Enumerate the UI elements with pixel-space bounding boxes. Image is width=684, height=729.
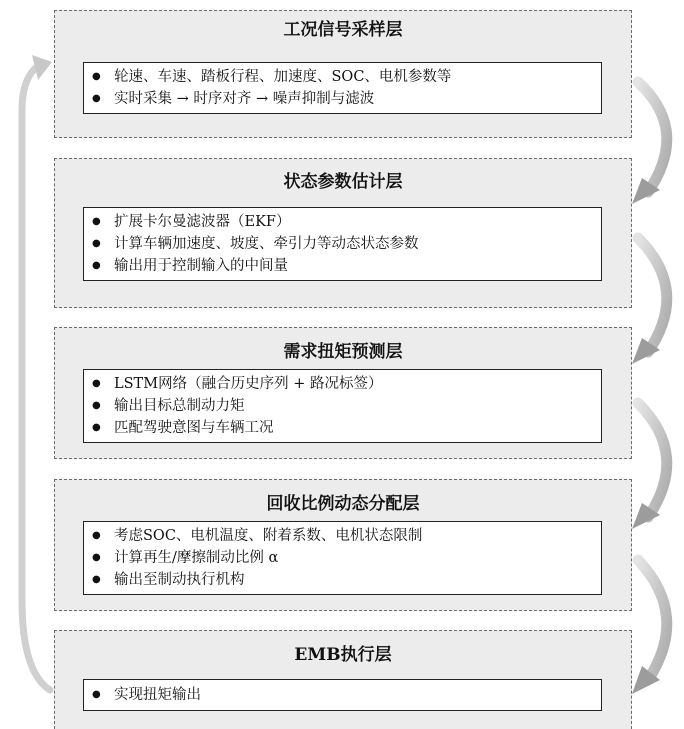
list-item-text: 扩展卡尔曼滤波器（EKF） [114, 214, 291, 230]
bullet-icon: ● [92, 422, 101, 433]
down-arrow-4 [632, 560, 667, 694]
bullet-icon: ● [92, 530, 101, 541]
bullet-icon: ● [92, 71, 101, 82]
feedback-arrow [22, 66, 50, 690]
list-item-text: 轮速、车速、踏板行程、加速度、SOC、电机参数等 [114, 69, 452, 85]
layer-title: 回收比例动态分配层 [266, 494, 420, 514]
list-item-text: LSTM网络（融合历史序列 + 路况标签） [114, 376, 383, 392]
list-item [84, 233, 601, 255]
layer-content-box [83, 521, 602, 595]
layer-recovery-allocation [54, 479, 632, 611]
layer-signal-sampling [54, 10, 632, 138]
list-item [84, 547, 601, 569]
bullet-icon: ● [92, 93, 101, 104]
list-item [84, 569, 601, 591]
layer-title: EMB执行层 [294, 645, 392, 665]
layer-content-box [83, 207, 602, 281]
layer-state-estimation [54, 158, 632, 308]
list-item-text: 实时采集 → 时序对齐 → 噪声抑制与滤波 [114, 91, 375, 107]
feedback-arrowhead [32, 55, 52, 80]
layer-content-box [83, 62, 602, 114]
down-arrow-3 [632, 403, 667, 529]
bullet-icon: ● [92, 216, 101, 227]
list-item-text: 计算再生/摩擦制动比例 α [114, 550, 279, 566]
bullet-icon: ● [92, 260, 101, 271]
list-item-text: 输出用于控制输入的中间量 [114, 258, 288, 274]
list-item [84, 525, 601, 547]
bullet-icon: ● [92, 552, 101, 563]
bullet-icon: ● [92, 400, 101, 411]
list-item-text: 实现扭矩输出 [114, 687, 201, 703]
list-item-text: 输出目标总制动力矩 [114, 398, 245, 414]
list-item [84, 373, 601, 395]
list-item-text: 输出至制动执行机构 [114, 572, 245, 588]
list-item [84, 88, 601, 110]
list-item [84, 684, 601, 706]
bullet-icon: ● [92, 238, 101, 249]
down-arrow-2 [632, 238, 667, 364]
list-item [84, 211, 601, 233]
list-item-text: 计算车辆加速度、坡度、牵引力等动态状态参数 [114, 236, 419, 252]
list-item-text: 匹配驾驶意图与车辆工况 [114, 420, 274, 436]
list-item [84, 417, 601, 439]
list-item-text: 考虑SOC、电机温度、附着系数、电机状态限制 [114, 528, 423, 544]
layer-torque-prediction [54, 327, 632, 459]
layer-content-box [83, 679, 602, 711]
list-item [84, 395, 601, 417]
layer-content-box [83, 369, 602, 443]
bullet-icon: ● [92, 574, 101, 585]
bullet-icon: ● [92, 689, 101, 700]
layer-title: 需求扭矩预测层 [283, 342, 403, 362]
layer-title: 状态参数估计层 [283, 172, 403, 192]
list-item [84, 66, 601, 88]
layer-title: 工况信号采样层 [283, 20, 403, 40]
layer-emb-execution [54, 630, 632, 729]
bullet-icon: ● [92, 378, 101, 389]
list-item [84, 255, 601, 277]
down-arrow-1 [632, 82, 667, 204]
